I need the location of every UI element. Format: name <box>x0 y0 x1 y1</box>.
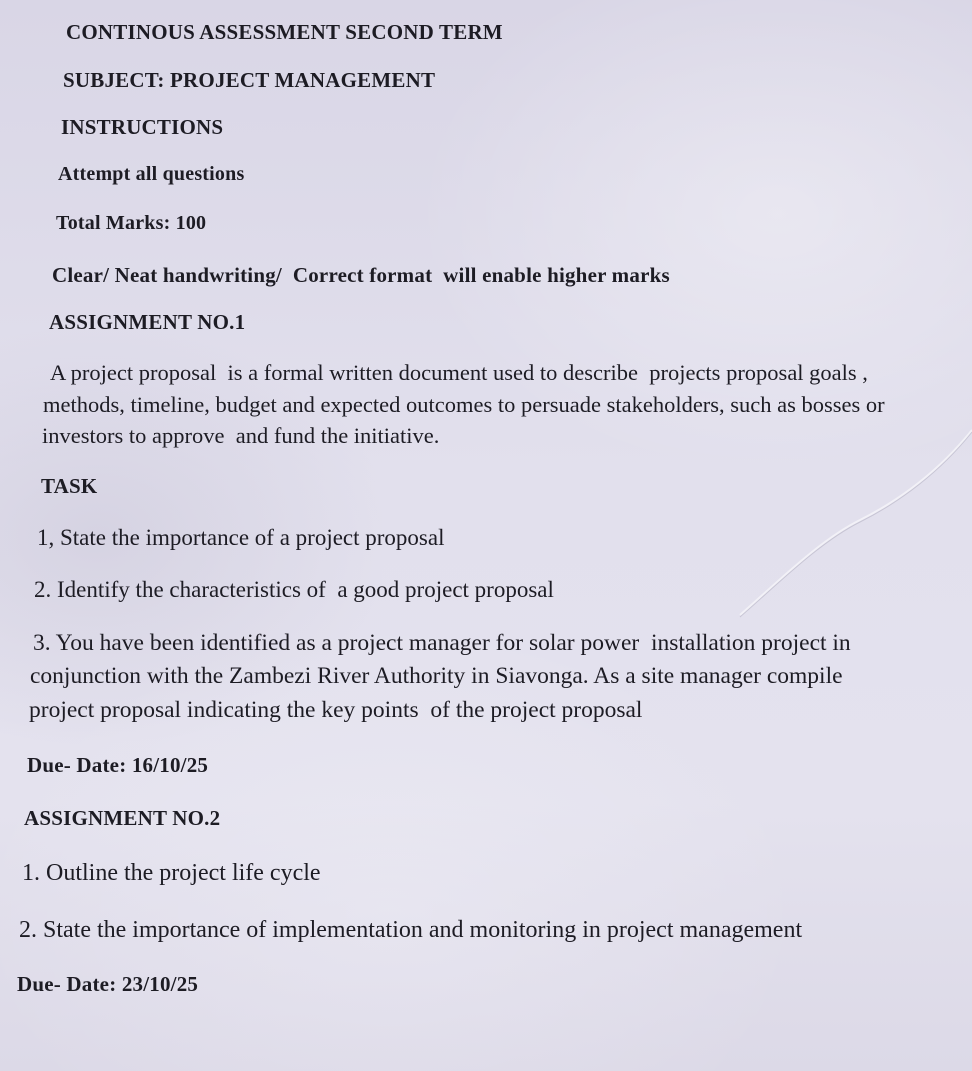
assignment1-due-date: Due- Date: 16/10/25 <box>27 753 209 777</box>
assignment1-intro-line: methods, timeline, budget and expected outcomes to persuade stakeholders, such as bosses or <box>43 392 885 417</box>
assignment2-task-item: 1. Outline the project life cycle <box>22 860 321 886</box>
task-item-3-line: project proposal indicating the key points of the project proposal <box>29 697 643 723</box>
instructions-heading: INSTRUCTIONS <box>61 115 224 139</box>
assignment1-intro-line: investors to approve and fund the initiative. <box>42 423 440 448</box>
subject-line: SUBJECT: PROJECT MANAGEMENT <box>63 68 436 92</box>
assignment1-heading: ASSIGNMENT NO.1 <box>49 310 246 334</box>
task-item-3-line: conjunction with the Zambezi River Authority in Siavonga. As a site manager compile <box>30 663 843 689</box>
task-item: 1, State the importance of a project proposal <box>37 525 445 550</box>
assignment2-heading: ASSIGNMENT NO.2 <box>24 806 221 830</box>
assignment1-intro-line: A project proposal is a formal written document used to describe projects proposal goals , <box>50 360 868 385</box>
instruction-attempt-all: Attempt all questions <box>58 163 245 185</box>
assignment2-task-item: 2. State the importance of implementation and monitoring in project management <box>19 917 803 943</box>
instruction-handwriting: Clear/ Neat handwriting/ Correct format will enable higher marks <box>52 263 670 287</box>
document-title: CONTINOUS ASSESSMENT SECOND TERM <box>66 20 503 44</box>
task-heading: TASK <box>41 474 98 498</box>
task-item: 2. Identify the characteristics of a good project proposal <box>34 577 554 602</box>
task-item-3-line: 3. You have been identified as a project manager for solar power installation project in <box>33 630 851 656</box>
assignment2-due-date: Due- Date: 23/10/25 <box>17 972 199 996</box>
instruction-total-marks: Total Marks: 100 <box>56 212 207 234</box>
